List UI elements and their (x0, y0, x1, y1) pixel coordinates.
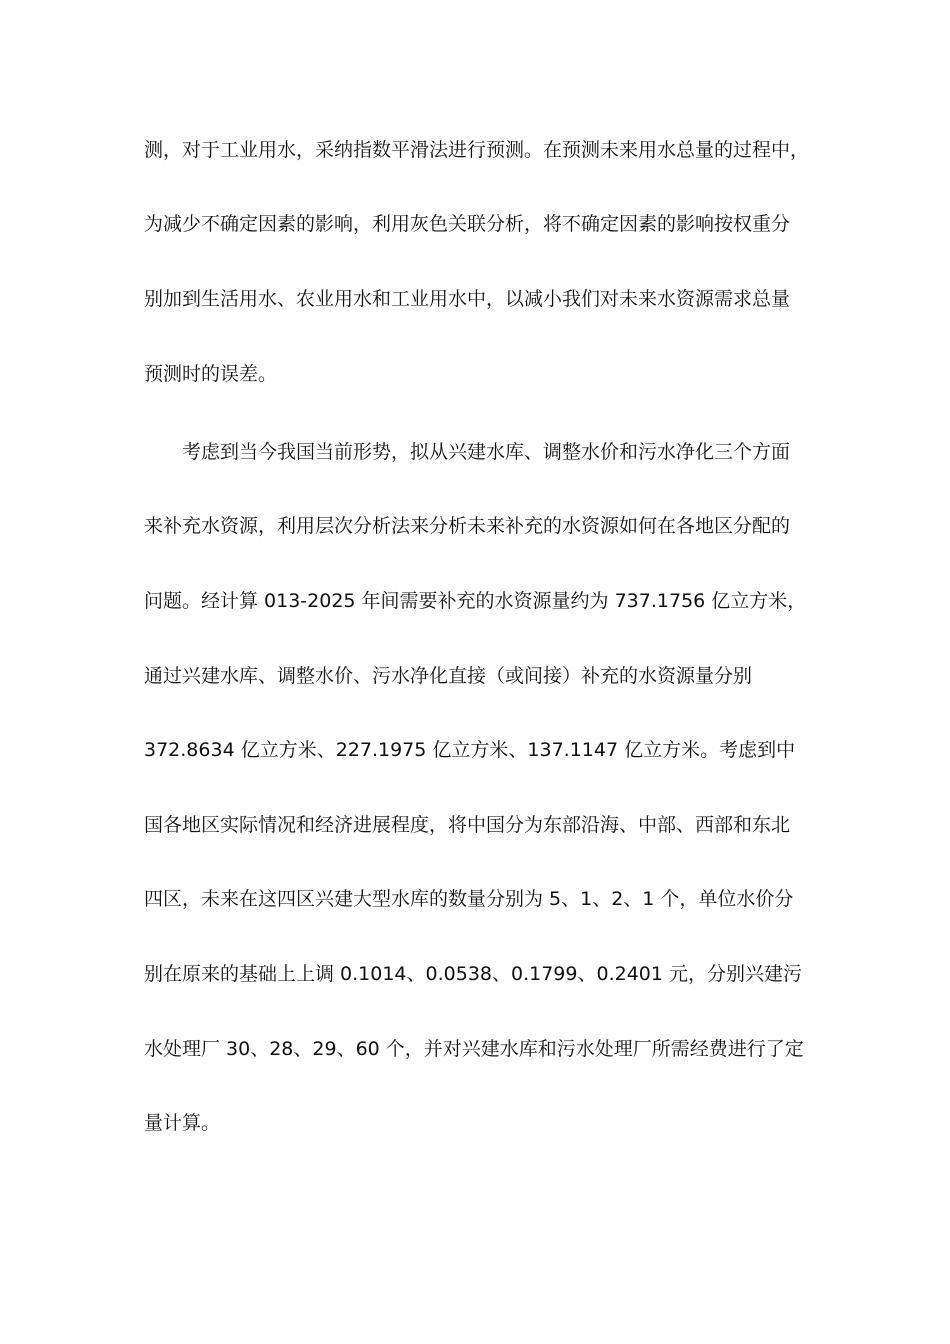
text-line: 测，对于工业用水，采纳指数平滑法进行预测。在预测未来用水总量的过程中， (144, 139, 810, 161)
text-line: 为减少不确定因素的影响，利用灰色关联分析，将不确定因素的影响按权重分 (144, 213, 791, 235)
text-line: 通过兴建水库、调整水价、污水净化直接（或间接）补充的水资源量分别 (144, 665, 753, 687)
text-line: 预测时的误差。 (144, 363, 278, 385)
text-line: 别加到生活用水、农业用水和工业用水中，以减小我们对未来水资源需求总量 (144, 288, 791, 310)
text-line: 来补充水资源，利用层次分析法来分析未来补充的水资源如何在各地区分配的 (144, 515, 791, 537)
text-line: 量计算。 (144, 1112, 221, 1134)
text-line: 四区，未来在这四区兴建大型水库的数量分别为 5、1、2、1 个，单位水价分 (144, 888, 794, 910)
text-line: 考虑到当今我国当前形势，拟从兴建水库、调整水价和污水净化三个方面 (144, 441, 791, 463)
text-line: 国各地区实际情况和经济进展程度，将中国分为东部沿海、中部、西部和东北 (144, 814, 791, 836)
text-line: 别在原来的基础上上调 0.1014、0.0538、0.1799、0.2401 元，分别兴建污 (144, 963, 803, 985)
text-line: 水处理厂 30、28、29、60 个，并对兴建水库和污水处理厂所需经费进行了定 (144, 1038, 804, 1060)
text-line: 问题。经计算 013-2025 年间需要补充的水资源量约为 737.1756 亿立方米， (144, 590, 807, 612)
text-line: 372.8634 亿立方米、227.1975 亿立方米、137.1147 亿立方米。考虑到中 (144, 739, 796, 761)
